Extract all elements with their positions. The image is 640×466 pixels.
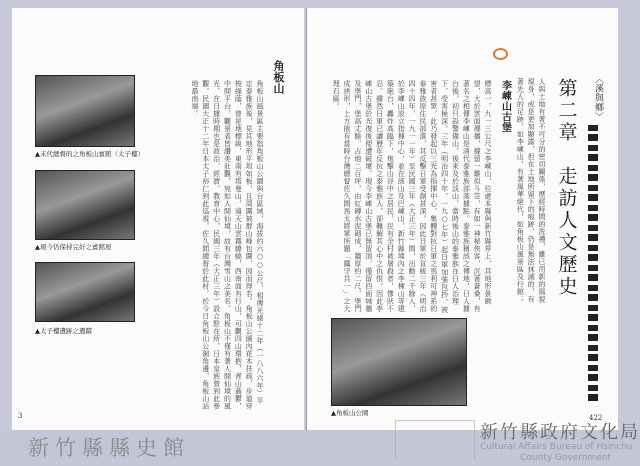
photo-park <box>331 318 467 406</box>
section-title: 李崠山古堡 <box>499 80 511 133</box>
watermark-en: Cultural Affairs Bureau of Hsinchu <box>480 442 633 452</box>
watermark-en-2: County Government <box>520 453 612 463</box>
photo-guesthouse-now <box>35 170 135 240</box>
building-logo-icon <box>395 420 475 460</box>
left-page <box>12 8 304 448</box>
right-page <box>306 8 618 448</box>
series-label: 〈溪與鄉〉 <box>592 74 603 122</box>
chapter-title: 第二章 走訪人文歷史 <box>555 78 578 298</box>
photo-caption: ▲角板山公園 <box>331 409 369 417</box>
page-number: 422 <box>589 414 603 422</box>
photo-caption: ▲末代總督的之角板山賓館（太子樓） <box>35 150 144 158</box>
photo-ruins <box>35 262 135 322</box>
photo-caption: ▲太子樓遺跡之遺蹟 <box>35 327 92 335</box>
orange-mark <box>493 48 508 60</box>
page-number: 3 <box>18 412 23 420</box>
body-text: 標高一，九一三公尺之李崠山，位處本縣與新竹縣界上，其地形景緻望，大於雲面傳播，據留一雞似斗笠，有如一神秘俠客，沉著蒼桑，有著名之相傳李崠山是清代泰雅族部落據點。泰雅族稱該之傳地，日人據台後，初只設警備山，後來及於淡山，當時後山的泰雅族在日人治理下，受害極深。三年（明治四十年，一九○七年）起日軍加強包抄，被害者甚眾，此乃發起以三光為指揮中心，集體對抗日軍之馬利可神系的泰雅族原住民部落，其反擊日軍受創甚深。因此日軍於宣統三年（明治四十四年，一九一一年）至民國三年（大正三年）間，出動二千餘人，於李崠山設立指揮中心，並在該山及巴崠山、新竹縣境內之李棟山等建築砲台，轟炸高臨下，炮擊山谷中之居民，民有全村被屠殺者，慘狀不忍。雖然日軍已讓歷年反抗之泰雅族人，卻難解其心中之仇恨，因此李崠山古堡於光復後便遭破壞。現今李崠山古堡已無留頂，僅留四面城牆及堡門，堡高丈餘，占地二百坪，由紅磚水泥砌成，牆厚約二尺，堡門成拱形，上方嵌有當時台灣總督佐久間馬太將軍所題「攝守共一」之大理石匾。 <box>332 80 492 314</box>
body-text: 角板山風景區主要指角板山公園與台區域，海拔約六○○公尺，相傳光緒十二年（一八八六年）平定泰雅族後，見其地形平坦如板，且周圍被群山峰包圍，因而得名。角板山公園內花木扶疏，步道穿梭綠蔭，曾是地標級，東南有塔曼山，遠天山雲霧繚繞，西南面有行山，可觀四山環抱，青山蓊鬱，中間平台，觀景者皆讚美壯觀，宛如人間仙境，故有台灣雪山之美名。角板山不僅有著人間仙境的風光，在日據時期也是政治、經濟、教育中心，民國三年（大正三年）設立駐在所，日本皇族曾到此參觀，民國大正十二年日本太子裕仁到此巡視，佐久間總督於此村，於今日角板山公園角邊，角板山站地最南端。 <box>190 80 264 410</box>
section-title: 角板山 <box>272 60 286 95</box>
watermark-left: 新竹縣縣史館 <box>28 436 190 460</box>
watermark-right: 新竹縣政府文化局 <box>480 422 640 443</box>
photo-guesthouse <box>35 75 135 147</box>
photo-caption: ▲現今仍保持完好之賓館屋 <box>35 243 112 251</box>
decorative-border <box>588 125 598 405</box>
intro-text: 人與土地有著不可分的密切關係，歷經時間的洗禮，雖已用新的風貌現身，或是更加顯露，但在土地所留下的痕跡，仍是無法抹滅的，有著先人的足跡，如李崠山，有著風華絕代，如角板山風景區及行館； <box>516 78 546 303</box>
